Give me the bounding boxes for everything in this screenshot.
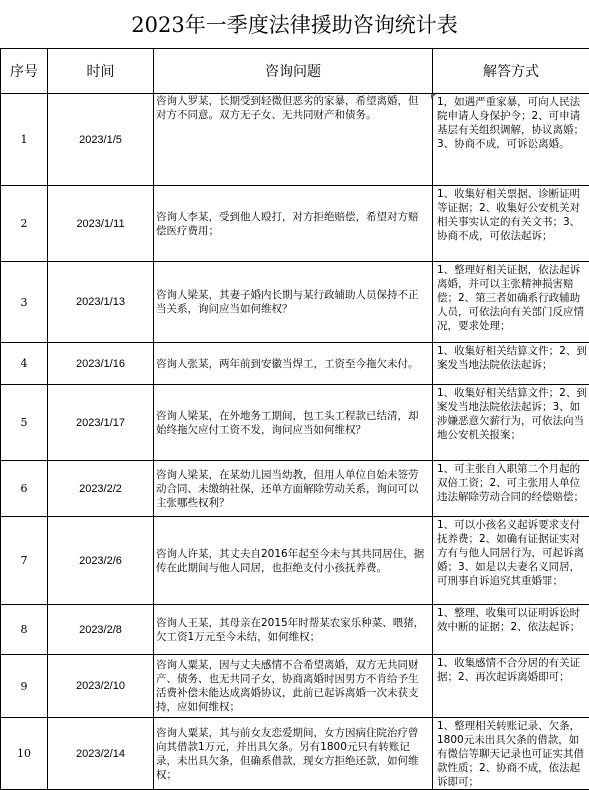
- row-question[interactable]: [154, 718, 433, 790]
- row-no[interactable]: 4: [1, 343, 48, 385]
- row-question[interactable]: [154, 262, 433, 343]
- table-row: [1, 186, 589, 262]
- row-answer[interactable]: [433, 94, 589, 186]
- answer-text: 1、整理、收集可以证明诉讼时效中断的证据；2、依法起诉；: [433, 605, 589, 654]
- row-answer[interactable]: [433, 461, 589, 517]
- row-answer[interactable]: [433, 655, 589, 718]
- header-no: 序号: [1, 49, 48, 94]
- table-row: [1, 385, 589, 461]
- table-row: [1, 517, 589, 605]
- row-no[interactable]: 8: [1, 605, 48, 655]
- row-no[interactable]: 9: [1, 655, 48, 718]
- row-date[interactable]: 2023/2/2: [48, 461, 154, 517]
- row-question[interactable]: [154, 605, 433, 655]
- table-row: [1, 461, 589, 517]
- table-row: [1, 718, 589, 790]
- question-text: 咨询人梁某，其妻子婚内长期与某行政辅助人员保持不正当关系，询问应当如何维权？: [154, 288, 432, 316]
- row-answer[interactable]: [433, 343, 589, 385]
- row-answer[interactable]: [433, 605, 589, 655]
- question-text: 咨询人罗某，长期受到轻微但恶劣的家暴，希望离婚，但对方不同意。双方无子女、无共同财产和债务。: [154, 94, 432, 122]
- row-no[interactable]: 1: [1, 94, 48, 186]
- row-question[interactable]: [154, 461, 433, 517]
- header-question: 咨询问题: [154, 49, 433, 94]
- row-question[interactable]: [154, 517, 433, 605]
- answer-text: 1、收集好相关结算文件；2、到案发当地法院依法起诉；3、如涉嫌恶意欠薪行为，可依法向当地公安机关报案；: [433, 385, 589, 460]
- answer-text: 1、可以小孩名义起诉要求支付抚养费；2、如确有证据证实对方有与他人同居行为，可起诉离婚；3、如是以夫妻名义同居，可刑事自诉追究其重婚罪；: [433, 517, 589, 604]
- row-answer[interactable]: [433, 385, 589, 461]
- row-no[interactable]: 10: [1, 718, 48, 790]
- row-question[interactable]: [154, 186, 433, 262]
- answer-text: 1，如遇严重家暴，可向人民法院申请人身保护令；2、可申请基层有关组织调解，协议离婚；3、协商不成，可诉讼离婚。: [433, 94, 589, 185]
- row-date[interactable]: 2023/1/17: [48, 385, 154, 461]
- row-answer[interactable]: [433, 262, 589, 343]
- question-text: 咨询人粟某，其与前女友恋爱期间，女方因病住院治疗曾向其借款1万元，并出具欠条。另有1800元只有转账记录，未出具欠条，但确系借款，现女方拒绝还款，如何维权；: [154, 726, 432, 782]
- table-row: [1, 605, 589, 655]
- header-row: [1, 49, 589, 94]
- row-date[interactable]: 2023/2/10: [48, 655, 154, 718]
- row-question[interactable]: [154, 343, 433, 385]
- consultation-table: [0, 48, 589, 790]
- table-row: [1, 655, 589, 718]
- question-text: 咨询人粟某，因与丈夫感情不合希望离婚，双方无共同财产、债务、也无共同子女，协商离婚时因男方不肯给予生活费补偿未能达成离婚协议，此前已起诉离婚一次未获支持，应如何维权；: [154, 658, 432, 714]
- comment-indicator-icon: [431, 94, 436, 99]
- table-row: [1, 262, 589, 343]
- row-no[interactable]: 6: [1, 461, 48, 517]
- row-date[interactable]: 2023/1/11: [48, 186, 154, 262]
- table-row: [1, 343, 589, 385]
- row-question[interactable]: [154, 94, 433, 186]
- row-date[interactable]: 2023/1/13: [48, 262, 154, 343]
- row-date[interactable]: 2023/2/8: [48, 605, 154, 655]
- question-text: 咨询人张某，两年前到安徽当焊工，工资至今拖欠未付。: [154, 357, 432, 371]
- answer-text: 1、整理相关转账记录、欠条，1800元未出具欠条的借款，如有微信等聊天记录也可证实其借款性质；2、协商不成，依法起诉即可；: [433, 718, 589, 789]
- row-answer[interactable]: [433, 718, 589, 790]
- row-answer[interactable]: [433, 517, 589, 605]
- answer-text: 1、收集好相关票据、诊断证明等证据；2、收集好公安机关对相关事实认定的有关文书；3、协商不成，可依法起诉；: [433, 186, 589, 261]
- row-question[interactable]: [154, 385, 433, 461]
- row-date[interactable]: 2023/2/6: [48, 517, 154, 605]
- row-date[interactable]: 2023/1/16: [48, 343, 154, 385]
- row-no[interactable]: 7: [1, 517, 48, 605]
- question-text: 咨询人梁某，在某幼儿园当幼教，但用人单位自始未签劳动合同、未缴纳社保，还单方面解除劳动关系，询问可以主张哪些权利？: [154, 468, 432, 510]
- table-row: [1, 94, 589, 186]
- answer-text: 1、整理好相关证据，依法起诉离婚，并可以主张精神损害赔偿；2、第三者如确系行政辅助人员，可依法向有关部门反应情况，要求处理；: [433, 262, 589, 342]
- row-answer[interactable]: [433, 186, 589, 262]
- table-title: 2023年一季度法律援助咨询统计表: [0, 0, 589, 48]
- answer-text: 1、收集感情不合分居的有关证据；2、再次起诉离婚即可；: [433, 655, 589, 717]
- row-no[interactable]: 2: [1, 186, 48, 262]
- answer-text: 1、可主张自入职第二个月起的双倍工资；2、可主张用人单位违法解除劳动合同的经偿赔偿；: [433, 461, 589, 516]
- row-no[interactable]: 5: [1, 385, 48, 461]
- row-question[interactable]: [154, 655, 433, 718]
- question-text: 咨询人梁某，在外地务工期间，包工头工程款已结清，却始终拖欠应付工资不发，询问应当如何维权？: [154, 409, 432, 437]
- question-text: 咨询人王某，其母亲在2015年时帮某农家乐种菜、喂猪，欠工资1万元至今未结，如何维权；: [154, 616, 432, 644]
- row-date[interactable]: 2023/1/5: [48, 94, 154, 186]
- header-date: 时间: [48, 49, 154, 94]
- row-no[interactable]: 3: [1, 262, 48, 343]
- header-answer: 解答方式: [433, 49, 589, 94]
- row-date[interactable]: 2023/2/14: [48, 718, 154, 790]
- question-text: 咨询人李某，受到他人殴打，对方拒绝赔偿，希望对方赔偿医疗费用；: [154, 210, 432, 238]
- answer-text: 1、收集好相关结算文件；2、到案发当地法院依法起诉；: [433, 343, 589, 384]
- question-text: 咨询人许某，其丈夫自2016年起至今未与其共同居住，据传在此期间与他人同居，也拒绝支付小孩抚养费。: [154, 547, 432, 575]
